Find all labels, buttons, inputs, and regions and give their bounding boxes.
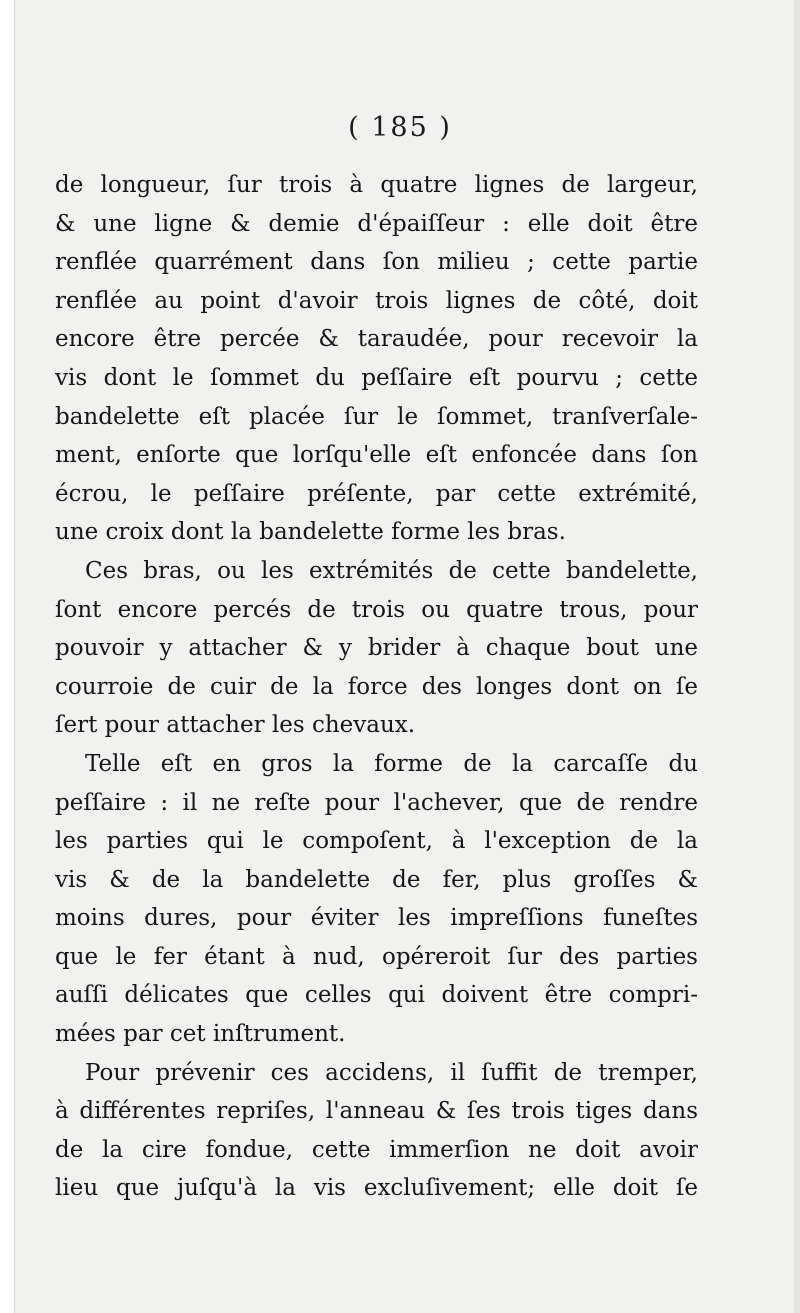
text-line: à différentes repriſes, l'anneau & ſes trois tiges dans	[55, 1098, 698, 1125]
text-line: peſſaire : il ne reſte pour l'achever, que de rendre	[55, 789, 698, 816]
text-line: ſert pour attacher les chevaux.	[55, 712, 416, 739]
text-line: de la cire fondue, cette immerſion ne doit avoir	[55, 1136, 698, 1163]
page-number: ( 185 )	[348, 112, 452, 143]
text-line: & une ligne & demie d'épaiſſeur : elle doit être	[55, 210, 698, 237]
text-line: encore être percée & taraudée, pour recevoir la	[55, 326, 698, 353]
body-text	[55, 166, 698, 1208]
text-line: pouvoir y attacher & y brider à chaque bout une	[55, 635, 698, 662]
text-line: que le fer étant à nud, opéreroit ſur des parties	[55, 943, 698, 970]
text-line: les parties qui le compoſent, à l'exception de la	[55, 828, 698, 855]
text-line: bandelette eſt placée ſur le ſommet, tranſverſale-	[55, 403, 698, 430]
paragraph-start-line: Ces bras, ou les extrémités de cette bandelette,	[85, 557, 698, 584]
text-line: ment, enſorte que lorſqu'elle eſt enfoncée dans ſon	[55, 442, 698, 469]
text-line: lieu que juſqu'à la vis excluſivement; elle doit ſe	[55, 1175, 698, 1202]
paragraph-start-line: Pour prévenir ces accidens, il ſuffit de tremper,	[85, 1059, 698, 1086]
text-line: vis & de la bandelette de fer, plus groſſes &	[55, 866, 698, 893]
page-edge	[794, 0, 800, 1313]
text-line: une croix dont la bandelette forme les bras.	[55, 519, 566, 546]
text-line: moins dures, pour éviter les impreſſions funeſtes	[55, 905, 698, 932]
text-line: de longueur, ſur trois à quatre lignes de largeur,	[55, 172, 698, 198]
text-line: renflée au point d'avoir trois lignes de côté, doit	[55, 287, 698, 314]
text-line: mées par cet inſtrument.	[55, 1021, 346, 1048]
paragraph-start-line: Telle eſt en gros la forme de la carcaſſe du	[85, 750, 698, 777]
text-line: vis dont le ſommet du peſſaire eſt pourvu ; cette	[55, 364, 698, 391]
text-line: écrou, le peſſaire préſente, par cette extrémité,	[55, 480, 698, 507]
text-line: auſſi délicates que celles qui doivent être compri-	[55, 982, 698, 1009]
text-line: courroie de cuir de la force des longes dont on ſe	[55, 673, 698, 700]
text-line: renflée quarrément dans ſon milieu ; cette partie	[55, 249, 698, 276]
page-gutter	[0, 0, 15, 1313]
text-line: ſont encore percés de trois ou quatre trous, pour	[55, 596, 698, 623]
